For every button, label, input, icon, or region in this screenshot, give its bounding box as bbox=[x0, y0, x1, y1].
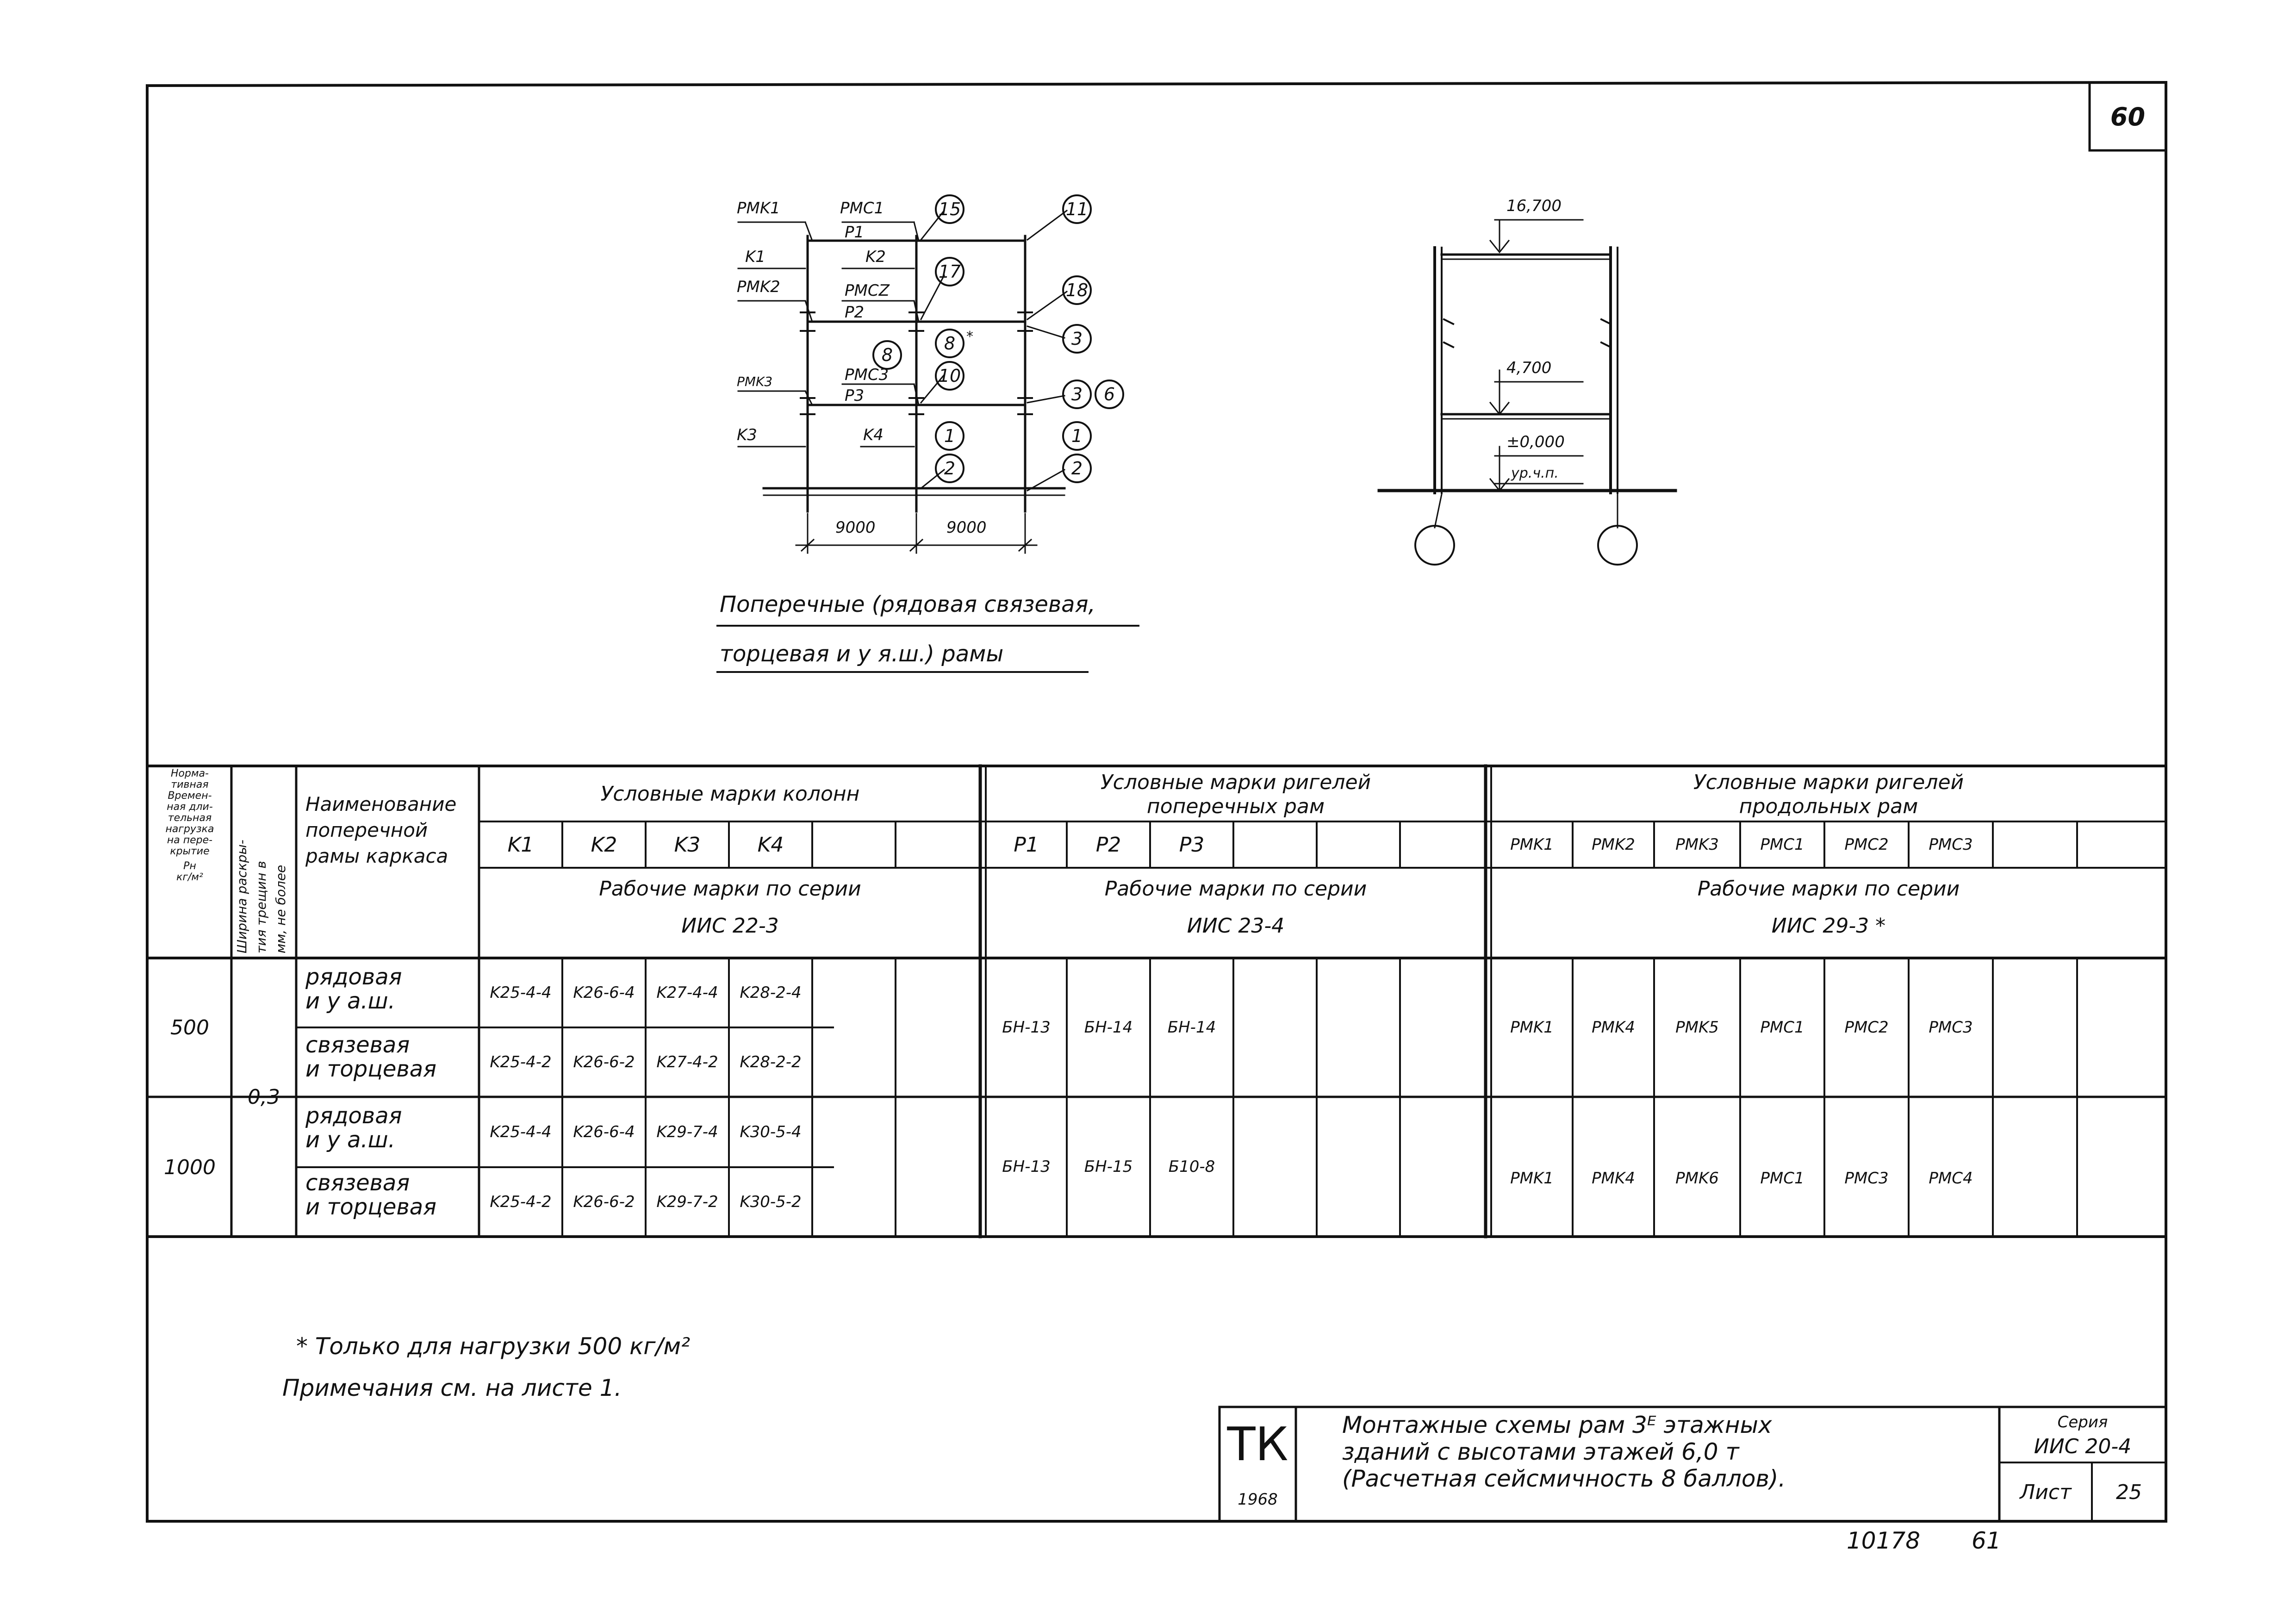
col-500-2-k1: K25-4-2 bbox=[490, 1053, 552, 1071]
label-pmk2: PMK2 bbox=[737, 278, 780, 296]
frame-name-500-ordinary: рядовая и у а.ш. bbox=[305, 964, 402, 1014]
long-500-2: PMK4 bbox=[1592, 1018, 1635, 1037]
header-crack-width: Ширина раскры- тия трещин в мм, не более bbox=[234, 840, 288, 953]
node-circle-1a: 1 bbox=[935, 421, 964, 451]
longitudinal-series-line1: Рабочие марки по серии bbox=[1697, 877, 1960, 901]
col-1000-2-k2: K26-6-2 bbox=[573, 1193, 635, 1211]
long-1000-2: PMK4 bbox=[1592, 1169, 1635, 1188]
node-circle-1b: 1 bbox=[1062, 421, 1092, 451]
long-500-6: PMC3 bbox=[1929, 1018, 1973, 1037]
node-circle-6: 6 bbox=[1095, 380, 1124, 409]
mark-p3: P3 bbox=[1179, 833, 1205, 857]
mark-pmc1: PMC1 bbox=[1760, 835, 1804, 854]
mark-p1: P1 bbox=[1014, 833, 1039, 857]
crossbar-500-p1: БН-13 bbox=[1002, 1018, 1051, 1037]
mark-pmk3: PMK3 bbox=[1675, 835, 1719, 854]
long-1000-5: PMC3 bbox=[1844, 1169, 1889, 1188]
node-circle-8a: 8 bbox=[872, 340, 902, 370]
tk-logo: ТК bbox=[1227, 1417, 1288, 1471]
long-500-3: PMK5 bbox=[1675, 1018, 1719, 1037]
col-500-1-k4: K28-2-4 bbox=[740, 983, 802, 1002]
label-pmk1: PMK1 bbox=[737, 199, 780, 218]
frame-name-500-braced: связевая и торцевая bbox=[305, 1032, 437, 1082]
node-circle-3a: 3 bbox=[1062, 324, 1092, 354]
series-value: ИИС 20-4 bbox=[2034, 1434, 2132, 1458]
col-1000-1-k2: K26-6-4 bbox=[573, 1123, 635, 1141]
node-circle-17: 17 bbox=[935, 257, 964, 286]
long-1000-4: PMC1 bbox=[1760, 1169, 1804, 1188]
col-500-1-k2: K26-6-4 bbox=[573, 983, 635, 1002]
span-dimension-2: 9000 bbox=[946, 518, 987, 537]
long-1000-1: PMK1 bbox=[1510, 1169, 1554, 1188]
note-load-only: * Только для нагрузки 500 кг/м² bbox=[296, 1333, 691, 1360]
label-k1: K1 bbox=[745, 248, 765, 266]
label-p1: P1 bbox=[845, 223, 865, 242]
long-500-4: PMC1 bbox=[1760, 1018, 1804, 1037]
col-1000-2-k4: K30-5-2 bbox=[740, 1193, 802, 1211]
header-longitudinal-title1: Условные марки ригелей bbox=[1693, 770, 1964, 794]
node-circle-8b: 8 bbox=[935, 329, 964, 358]
node-circle-3b: 3 bbox=[1062, 380, 1092, 409]
col-1000-1-k3: K29-7-4 bbox=[656, 1123, 718, 1141]
drawing-caption-2: торцевая и у я.ш.) рамы bbox=[720, 641, 1004, 667]
long-1000-3: PMK6 bbox=[1675, 1169, 1719, 1188]
frame-name-1000-ordinary: рядовая и у а.ш. bbox=[305, 1103, 402, 1153]
node-star-mark: * bbox=[966, 329, 973, 345]
header-longitudinal-title2: продольных рам bbox=[1739, 794, 1918, 818]
crossbars-series-line1: Рабочие марки по серии bbox=[1104, 877, 1367, 901]
level-zero: ±0,000 bbox=[1506, 433, 1565, 451]
crossbar-1000-p1: БН-13 bbox=[1002, 1157, 1051, 1176]
header-crossbars-title2: поперечных рам bbox=[1146, 794, 1325, 818]
columns-series-line2: ИИС 22-3 bbox=[681, 914, 779, 938]
level-top: 16,700 bbox=[1506, 197, 1562, 215]
node-circle-2b: 2 bbox=[1062, 454, 1092, 483]
crossbar-500-p2: БН-14 bbox=[1084, 1018, 1133, 1037]
load-1000: 1000 bbox=[164, 1156, 216, 1179]
label-k3: K3 bbox=[737, 426, 757, 444]
col-500-2-k3: K27-4-2 bbox=[656, 1053, 718, 1071]
frame-name-1000-braced: связевая и торцевая bbox=[305, 1170, 437, 1220]
node-circle-10: 10 bbox=[935, 361, 964, 391]
format-number: 61 bbox=[1972, 1527, 2001, 1554]
inventory-number: 10178 bbox=[1847, 1527, 1921, 1554]
level-mid: 4,700 bbox=[1506, 359, 1552, 377]
crack-width-value: 0,3 bbox=[248, 1085, 280, 1109]
long-1000-6: PMC4 bbox=[1929, 1169, 1973, 1188]
label-p3: P3 bbox=[845, 386, 865, 405]
mark-p2: P2 bbox=[1095, 833, 1121, 857]
col-500-1-k1: K25-4-4 bbox=[490, 983, 552, 1002]
node-circle-15: 15 bbox=[935, 194, 964, 224]
title-year: 1968 bbox=[1238, 1490, 1278, 1509]
long-500-5: PMC2 bbox=[1844, 1018, 1889, 1037]
crossbar-1000-p3: Б10-8 bbox=[1168, 1157, 1215, 1176]
col-500-2-k4: K28-2-2 bbox=[740, 1053, 802, 1071]
col-500-2-k2: K26-6-2 bbox=[573, 1053, 635, 1071]
col-1000-2-k3: K29-7-2 bbox=[656, 1193, 718, 1211]
col-500-1-k3: K27-4-4 bbox=[656, 983, 718, 1002]
mark-pmc3: PMC3 bbox=[1929, 835, 1973, 854]
header-columns-title: Условные марки колонн bbox=[600, 782, 860, 806]
crossbars-series-line2: ИИС 23-4 bbox=[1187, 914, 1285, 938]
mark-k3: K3 bbox=[674, 833, 701, 857]
label-k4: K4 bbox=[863, 426, 884, 444]
page-number: 60 bbox=[2110, 102, 2146, 131]
sheet-label: Лист bbox=[2020, 1480, 2072, 1504]
col-1000-1-k4: K30-5-4 bbox=[740, 1123, 802, 1141]
header-frame-name: Наименование поперечной рамы каркаса bbox=[305, 793, 457, 867]
series-label: Серия bbox=[2057, 1412, 2108, 1431]
sheet-value: 25 bbox=[2116, 1480, 2142, 1504]
col-1000-1-k1: K25-4-4 bbox=[490, 1123, 552, 1141]
header-load: Норма- тивная Времен- ная дли- тельная нагрузка на пере- крытие Pн кг/м² bbox=[165, 768, 214, 883]
longitudinal-series-line2: ИИС 29-3 * bbox=[1771, 914, 1886, 938]
drawing-caption-1: Поперечные (рядовая связевая, bbox=[720, 591, 1095, 617]
col-1000-2-k1: K25-4-2 bbox=[490, 1193, 552, 1211]
crossbar-1000-p2: БН-15 bbox=[1084, 1157, 1133, 1176]
note-see-sheet: Примечания см. на листе 1. bbox=[282, 1375, 622, 1401]
mark-k4: K4 bbox=[757, 833, 784, 857]
load-500: 500 bbox=[170, 1015, 209, 1039]
label-pmc1: PMC1 bbox=[840, 199, 884, 218]
span-dimension-1: 9000 bbox=[835, 518, 876, 537]
mark-pmc2: PMC2 bbox=[1844, 835, 1889, 854]
label-pmc2: PMCZ bbox=[845, 281, 890, 300]
level-ground: ур.ч.п. bbox=[1511, 465, 1559, 481]
mark-k1: K1 bbox=[507, 833, 534, 857]
node-circle-18: 18 bbox=[1062, 275, 1092, 305]
label-p2: P2 bbox=[845, 303, 865, 322]
label-pmk3: PMK3 bbox=[737, 374, 773, 389]
long-500-1: PMK1 bbox=[1510, 1018, 1554, 1037]
node-circle-2a: 2 bbox=[935, 454, 964, 483]
mark-pmk1: PMK1 bbox=[1510, 835, 1554, 854]
node-circle-11: 11 bbox=[1062, 194, 1092, 224]
label-k2: K2 bbox=[865, 248, 886, 266]
columns-series-line1: Рабочие марки по серии bbox=[599, 877, 861, 901]
crossbar-500-p3: БН-14 bbox=[1167, 1018, 1216, 1037]
sheet-title: Монтажные схемы рам 3ᴱ этажных зданий с высотами этажей 6,0 т (Расчетная сейсмичность 8 баллов). bbox=[1342, 1412, 1786, 1492]
header-crossbars-title1: Условные марки ригелей bbox=[1100, 770, 1371, 794]
mark-pmk2: PMK2 bbox=[1592, 835, 1635, 854]
mark-k2: K2 bbox=[591, 833, 617, 857]
label-pmc3: PMC3 bbox=[845, 366, 889, 384]
